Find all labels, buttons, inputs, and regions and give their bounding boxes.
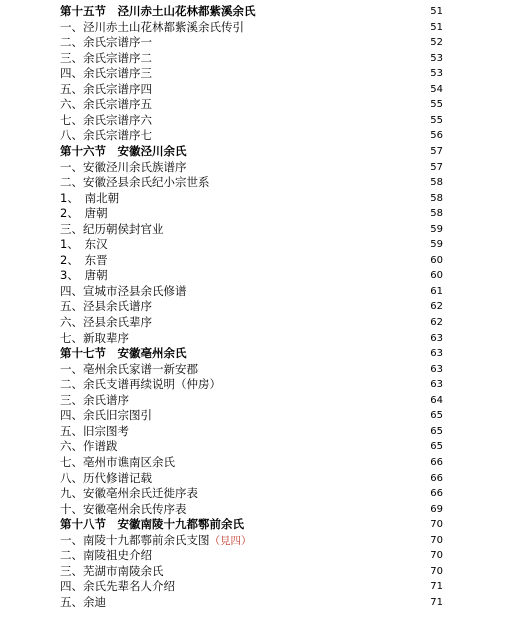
- toc-entry: [0, 20, 513, 36]
- entry-title-text: 三、芜湖市南陵余氏: [60, 563, 164, 578]
- toc-section-heading: [0, 346, 513, 362]
- toc-entry: [0, 331, 513, 347]
- page-number: 59: [430, 239, 443, 251]
- entry-title-text: 二、余氏宗谱序一: [60, 35, 152, 50]
- entry-title-text: 四、余氏旧宗图引: [60, 408, 152, 423]
- entry-title: [60, 455, 175, 471]
- entry-title-text: 七、余氏宗谱序六: [60, 112, 152, 127]
- entry-title-text: 八、余氏宗谱序七: [60, 128, 152, 143]
- entry-title-text: 1、 南北朝: [60, 190, 120, 205]
- page-number: 70: [430, 565, 443, 577]
- entry-title: [60, 128, 152, 144]
- page-number: 55: [430, 114, 443, 126]
- entry-title-text: 一、亳州余氏家谱一新安郡: [60, 361, 198, 376]
- toc-entry: [0, 128, 513, 144]
- section-title: [60, 346, 187, 362]
- page-number: 71: [430, 581, 443, 593]
- entry-title-text: 六、余氏宗谱序五: [60, 97, 152, 112]
- toc-entry: [0, 175, 513, 191]
- page-number: 70: [430, 519, 443, 531]
- entry-title: [60, 299, 152, 315]
- toc-entry: [0, 253, 513, 269]
- entry-title-text: 五、余氏宗谱序四: [60, 81, 152, 96]
- page-number: 65: [430, 441, 443, 453]
- entry-title: [60, 191, 119, 207]
- entry-title-text: 一、南陵十九都鄠前余氏支图: [60, 532, 210, 547]
- page-number: 59: [430, 223, 443, 235]
- entry-title-text: 五、泾县余氏谱序: [60, 299, 152, 314]
- page-number: 65: [430, 425, 443, 437]
- toc-entry: [0, 222, 513, 238]
- page-number: 66: [430, 456, 443, 468]
- toc-entry: [0, 377, 513, 393]
- page-number: 70: [430, 534, 443, 546]
- page-number: 56: [430, 130, 443, 142]
- entry-title-text: 一、泾川赤土山花林都紫溪余氏传引: [60, 19, 244, 34]
- toc-entry: [0, 82, 513, 98]
- section-title: [60, 144, 187, 160]
- page-number: 51: [430, 6, 443, 17]
- toc-entry: [0, 439, 513, 455]
- page-number: 53: [430, 52, 443, 64]
- entry-title-text: 九、安徽亳州余氏迁徙序表: [60, 486, 198, 501]
- page-number: 61: [430, 285, 443, 297]
- entry-title: [60, 331, 129, 347]
- page-number: 58: [430, 208, 443, 220]
- toc-entry: [0, 35, 513, 51]
- entry-title: [60, 284, 187, 300]
- toc-entry: [0, 206, 513, 222]
- section-title: [60, 4, 256, 20]
- entry-title-text: 五、旧宗图考: [60, 423, 129, 438]
- toc-entry: [0, 160, 513, 176]
- entry-title-text: 六、泾县余氏辈序: [60, 315, 152, 329]
- page-number: 57: [430, 161, 443, 173]
- entry-title: [60, 160, 187, 176]
- entry-title: [60, 439, 118, 455]
- entry-title-text: 十、安徽亳州余氏传序表: [60, 501, 187, 516]
- toc-entry: [0, 299, 513, 315]
- page-number: 63: [430, 348, 443, 360]
- entry-title-text: 四、宣城市泾县余氏修谱: [60, 283, 187, 298]
- toc-entry: [0, 595, 513, 611]
- page-number: 62: [430, 301, 443, 313]
- entry-title: [60, 533, 252, 550]
- entry-title-text: 1、 东汉: [60, 237, 108, 252]
- page-number: 58: [430, 177, 443, 189]
- entry-title-text: 二、余氏支谱再续说明（仲房）: [60, 377, 221, 392]
- toc-entry: [0, 455, 513, 471]
- entry-title: [60, 35, 152, 51]
- page-number: 69: [430, 503, 443, 515]
- page-number: 51: [430, 21, 443, 33]
- page-number: 63: [430, 332, 443, 344]
- entry-title-text: 一、安徽泾川余氏族谱序: [60, 159, 187, 174]
- toc-entry: [0, 315, 513, 331]
- page-number: 53: [430, 68, 443, 80]
- entry-title: [60, 502, 187, 518]
- entry-title: [60, 471, 152, 487]
- toc-entry: [0, 393, 513, 409]
- page-number: 58: [430, 192, 443, 204]
- entry-title-text: 七、亳州市谯南区余氏: [60, 454, 175, 469]
- section-title: [60, 517, 244, 533]
- entry-title-text: 第十八节 安徽南陵十九都鄠前余氏: [60, 517, 244, 532]
- entry-title-text: 3、 唐朝: [60, 268, 108, 283]
- entry-note: （見四）: [209, 534, 252, 547]
- entry-title: [60, 20, 244, 36]
- entry-title: [60, 377, 221, 393]
- toc-entry: [0, 533, 513, 549]
- entry-title: [60, 97, 152, 113]
- page-number: 60: [430, 254, 443, 266]
- entry-title: [60, 362, 198, 378]
- toc-entry: [0, 237, 513, 253]
- page-number: 66: [430, 488, 443, 500]
- toc-entry: [0, 284, 513, 300]
- entry-title: [60, 51, 152, 67]
- entry-title: [60, 66, 152, 82]
- entry-title-text: 四、余氏先辈名人介绍: [60, 579, 175, 594]
- entry-title: [60, 268, 108, 284]
- page-number: 54: [430, 83, 443, 95]
- page-number: 65: [430, 410, 443, 422]
- entry-title-text: 第十七节 安徽亳州余氏: [60, 346, 187, 361]
- entry-title: [60, 82, 152, 98]
- page-number: 63: [430, 379, 443, 391]
- toc-entry: [0, 51, 513, 67]
- entry-title-text: 三、纪历朝侯封官业: [60, 221, 164, 236]
- entry-title-text: 三、余氏宗谱序二: [60, 50, 152, 65]
- page-number: 55: [430, 99, 443, 111]
- entry-title-text: 三、余氏谱序: [60, 392, 129, 407]
- entry-title: [60, 175, 210, 191]
- entry-title: [60, 486, 198, 502]
- page-number: 66: [430, 472, 443, 484]
- page-number: 63: [430, 363, 443, 375]
- entry-title: [60, 206, 108, 222]
- toc-section-heading: [0, 144, 513, 160]
- toc-entry: [0, 548, 513, 564]
- toc-entry: [0, 362, 513, 378]
- entry-title-text: 七、新取辈序: [60, 330, 129, 345]
- toc-entry: [0, 113, 513, 129]
- toc-entry: [0, 408, 513, 424]
- entry-title: [60, 393, 129, 409]
- toc-entry: [0, 268, 513, 284]
- entry-title-text: 第十五节 泾川赤土山花林都紫溪余氏: [60, 4, 256, 18]
- page-number: 71: [430, 596, 443, 608]
- toc-entry: [0, 471, 513, 487]
- entry-title: [60, 564, 164, 580]
- entry-title: [60, 237, 108, 253]
- page-number: 60: [430, 270, 443, 282]
- page-number: 52: [430, 37, 443, 49]
- toc-section-heading: [0, 4, 513, 20]
- page-number: 64: [430, 394, 443, 406]
- entry-title-text: 2、 东晋: [60, 252, 108, 267]
- page-number: 70: [430, 550, 443, 562]
- toc-entry: [0, 191, 513, 207]
- entry-title-text: 八、历代修谱记载: [60, 470, 152, 485]
- toc-entry: [0, 66, 513, 82]
- page-number: 57: [430, 145, 443, 157]
- entry-title: [60, 408, 152, 424]
- entry-title-text: 二、南陵祖史介绍: [60, 548, 152, 563]
- page-number: 62: [430, 317, 443, 328]
- toc-entry: [0, 424, 513, 440]
- entry-title-text: 四、余氏宗谱序三: [60, 66, 152, 81]
- entry-title: [60, 253, 108, 269]
- entry-title-text: 第十六节 安徽泾川余氏: [60, 143, 187, 158]
- entry-title: [60, 595, 106, 611]
- entry-title-text: 二、安徽泾县余氏纪小宗世系: [60, 175, 210, 190]
- entry-title-text: 六、作谱跋: [60, 439, 118, 454]
- entry-title-text: 2、 唐朝: [60, 206, 108, 221]
- entry-title: [60, 315, 152, 331]
- entry-title: [60, 579, 175, 595]
- toc-section-heading: [0, 517, 513, 533]
- entry-title: [60, 548, 152, 564]
- toc-entry: [0, 502, 513, 518]
- toc-entry: [0, 564, 513, 580]
- entry-title: [60, 424, 129, 440]
- toc-entry: [0, 486, 513, 502]
- toc-entry: [0, 97, 513, 113]
- entry-title: [60, 113, 152, 129]
- entry-title: [60, 222, 164, 238]
- entry-title-text: 五、余迪: [60, 594, 106, 609]
- toc-entry: [0, 579, 513, 595]
